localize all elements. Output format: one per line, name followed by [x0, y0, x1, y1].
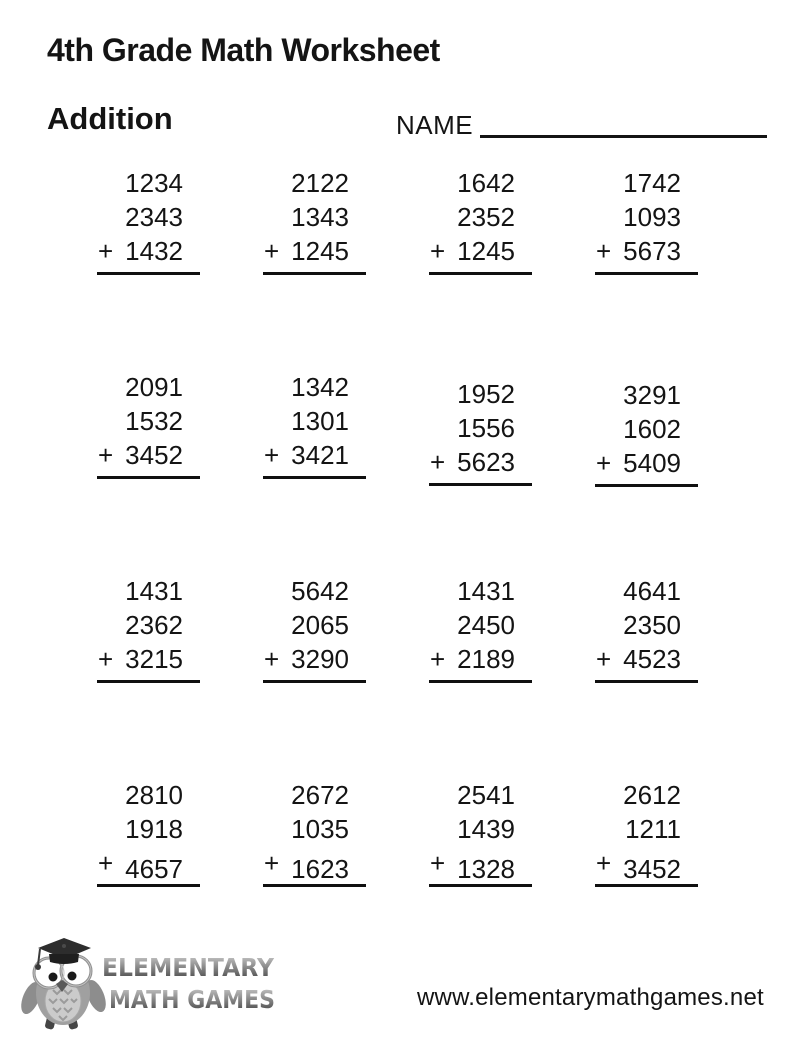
addend-bottom: 3452	[623, 854, 681, 884]
sum-line-row	[595, 234, 698, 275]
sum-line-row	[429, 234, 532, 275]
addend-bottom: 1328	[457, 854, 515, 884]
addition-problem	[97, 571, 200, 775]
sum-line-row	[263, 846, 366, 887]
addend-top: 4641	[623, 576, 681, 606]
addend-bottom: 1245	[291, 236, 349, 266]
addition-problem	[263, 367, 366, 571]
sum-line-row	[97, 438, 200, 479]
addend-middle: 2352	[457, 202, 515, 232]
addend-bottom: 1432	[125, 236, 183, 266]
plus-sign: +	[430, 644, 446, 674]
addition-problem	[595, 163, 698, 367]
plus-sign: +	[264, 644, 280, 674]
addend-middle: 2362	[125, 610, 183, 640]
addend-top: 5642	[291, 576, 349, 606]
addend-middle: 1035	[291, 814, 349, 844]
addend-top: 2541	[457, 780, 515, 810]
addend-bottom: 4657	[125, 854, 183, 884]
addition-problem	[429, 367, 532, 571]
addend-middle: 2343	[125, 202, 183, 232]
sum-line-row	[263, 642, 366, 683]
addend-bottom: 5673	[623, 236, 681, 266]
addend-bottom: 3452	[125, 440, 183, 470]
addend-top: 1742	[623, 168, 681, 198]
plus-sign: +	[430, 848, 446, 878]
addend-top: 2122	[291, 168, 349, 198]
addition-problem	[263, 163, 366, 367]
plus-sign: +	[430, 236, 446, 266]
sum-line-row	[595, 846, 698, 887]
addend-bottom: 3215	[125, 644, 183, 674]
addend-top: 2810	[125, 780, 183, 810]
addend-top: 1952	[457, 379, 515, 409]
logo-line2: MATH GAMES	[109, 985, 275, 1014]
plus-sign: +	[430, 447, 446, 477]
plus-sign: +	[596, 448, 612, 478]
addend-bottom: 3421	[291, 440, 349, 470]
addend-middle: 1301	[291, 406, 349, 436]
addend-top: 1431	[457, 576, 515, 606]
owl-graduation-cap-icon	[16, 935, 108, 1032]
plus-sign: +	[98, 644, 114, 674]
addend-middle: 1532	[125, 406, 183, 436]
addend-middle: 1918	[125, 814, 183, 844]
plus-sign: +	[98, 236, 114, 266]
addend-middle: 1093	[623, 202, 681, 232]
sum-line-row	[429, 445, 532, 486]
addition-problem	[595, 367, 698, 571]
sum-line-row	[595, 642, 698, 683]
plus-sign: +	[98, 848, 114, 878]
addition-problem	[97, 163, 200, 367]
addend-top: 1431	[125, 576, 183, 606]
addend-top: 2672	[291, 780, 349, 810]
addend-bottom: 5623	[457, 447, 515, 477]
addend-bottom: 4523	[623, 644, 681, 674]
addend-top: 1342	[291, 372, 349, 402]
addend-middle: 1556	[457, 413, 515, 443]
addend-bottom: 3290	[291, 644, 349, 674]
addend-top: 3291	[623, 380, 681, 410]
plus-sign: +	[596, 236, 612, 266]
addend-top: 1642	[457, 168, 515, 198]
addend-bottom: 2189	[457, 644, 515, 674]
addend-bottom: 1245	[457, 236, 515, 266]
addend-middle: 2350	[623, 610, 681, 640]
name-field-row	[396, 111, 767, 138]
addend-middle: 1439	[457, 814, 515, 844]
addend-top: 2091	[125, 372, 183, 402]
addend-middle: 1602	[623, 414, 681, 444]
name-blank-line	[480, 111, 767, 138]
sum-line-row	[263, 438, 366, 479]
addition-problem	[595, 571, 698, 775]
addition-problem	[263, 775, 366, 979]
plus-sign: +	[596, 848, 612, 878]
sum-line-row	[429, 642, 532, 683]
sum-line-row	[263, 234, 366, 275]
website-url: www.elementarymathgames.net	[417, 984, 764, 1011]
sum-line-row	[97, 846, 200, 887]
addition-problem	[429, 775, 532, 979]
page-title: 4th Grade Math Worksheet	[47, 32, 440, 68]
sum-line-row	[97, 234, 200, 275]
problems-grid	[97, 163, 698, 979]
addend-middle: 1343	[291, 202, 349, 232]
addend-middle: 2065	[291, 610, 349, 640]
addition-problem	[97, 367, 200, 571]
addend-bottom: 5409	[623, 448, 681, 478]
plus-sign: +	[596, 644, 612, 674]
section-label: Addition	[47, 101, 173, 136]
sum-line-row	[595, 446, 698, 487]
sum-line-row	[97, 642, 200, 683]
plus-sign: +	[264, 848, 280, 878]
logo-line1: ELEMENTARY	[102, 953, 275, 982]
sum-line-row	[429, 846, 532, 887]
addend-middle: 1211	[625, 814, 681, 844]
plus-sign: +	[264, 440, 280, 470]
addition-problem	[595, 775, 698, 979]
plus-sign: +	[264, 236, 280, 266]
logo-text	[101, 950, 279, 1022]
addition-problem	[97, 775, 200, 979]
addend-top: 1234	[125, 168, 183, 198]
addend-bottom: 1623	[291, 854, 349, 884]
addition-problem	[263, 571, 366, 775]
name-label: NAME	[396, 110, 474, 140]
addend-middle: 2450	[457, 610, 515, 640]
addition-problem	[429, 163, 532, 367]
addend-top: 2612	[623, 780, 681, 810]
plus-sign: +	[98, 440, 114, 470]
addition-problem	[429, 571, 532, 775]
